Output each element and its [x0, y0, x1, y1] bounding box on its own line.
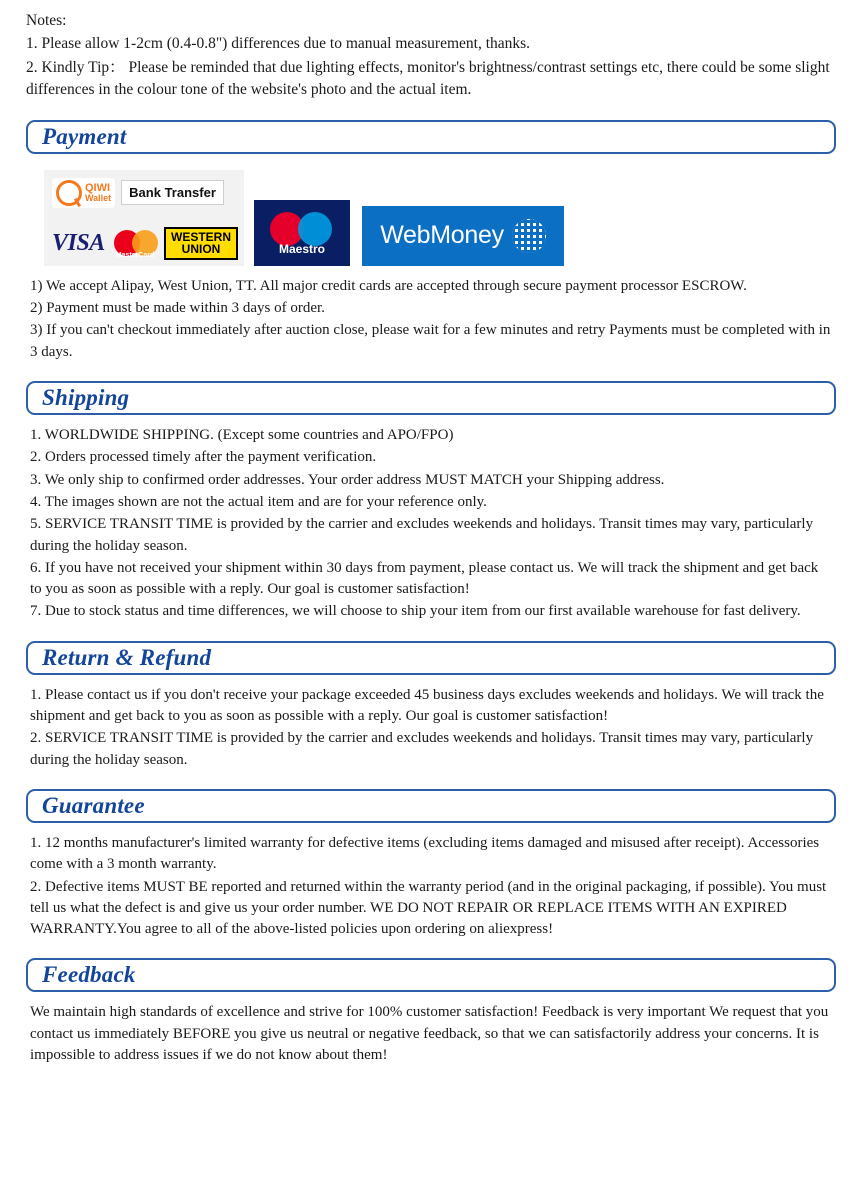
section-title-feedback: Feedback — [42, 962, 136, 988]
shipping-line: 7. Due to stock status and time differences, we will choose to ship your item from our first available warehouse for fast delivery. — [30, 603, 801, 620]
return-refund-line: 2. SERVICE TRANSIT TIME is provided by the carrier and excludes weekends and holidays. Transit times may vary, particularly during the holiday season. — [30, 730, 814, 768]
section-title-payment: Payment — [42, 123, 127, 149]
shipping-line: 5. SERVICE TRANSIT TIME is provided by the carrier and excludes weekends and holidays. Transit times may vary, particularly during the holiday season. — [30, 516, 814, 554]
payment-line: 3) If you can't checkout immediately after auction close, please wait for a few minutes and retry Payments must be completed with in 3 days. — [30, 322, 831, 360]
section-title-return-refund: Return & Refund — [42, 644, 212, 670]
guarantee-line: 1. 12 months manufacturer's limited warranty for defective items (excluding items damaged and misused after receipt). Accessories come with a 3 month warranty. — [30, 834, 820, 873]
shipping-line: 1. WORLDWIDE SHIPPING. (Except some countries and APO/FPO) — [30, 427, 454, 444]
notes-block — [0, 0, 862, 102]
notes-line: 1. Please allow 1-2cm (0.4-0.8") differences due to manual measurement, thanks. — [26, 35, 531, 53]
shipping-text — [0, 415, 862, 623]
section-title-guarantee: Guarantee — [42, 792, 145, 818]
section-banner-shipping — [26, 381, 836, 415]
qiwi-label-secondary: Wallet — [85, 192, 112, 203]
payment-logo-tile — [44, 170, 244, 266]
guarantee-text — [0, 823, 862, 940]
qiwi-wallet-logo — [52, 178, 115, 208]
bank-transfer-logo: Bank Transfer — [121, 180, 224, 205]
mastercard-logo — [112, 228, 157, 258]
return-refund-line: 1. Please contact us if you don't receive your package exceeded 45 business days excludes weekends and holidays. We will track the shipment and get back to you as soon as possible with a reply. Our goal is customer satisfaction! — [30, 686, 824, 725]
western-union-logo — [164, 227, 238, 260]
section-banner-payment — [26, 120, 836, 154]
bottom-spacer — [0, 1067, 862, 1083]
guarantee-line: 2. Defective items MUST BE reported and returned within the warranty period (and in the original packaging, if possible). You must tell us what the defect is and give us your order number. WE DO NOT REPAIR OR REPLACE ITEMS WITH AN EXPIRED WARRANTY.You agree to all of the above-listed policies upon ordering on aliexpress! — [30, 878, 827, 938]
qiwi-label-primary: QIWI — [85, 181, 111, 194]
section-banner-feedback — [26, 958, 836, 992]
qiwi-icon — [56, 180, 82, 206]
section-banner-guarantee — [26, 789, 836, 823]
maestro-circle-blue — [298, 212, 332, 246]
shipping-line: 6. If you have not received your shipment within 30 days from payment, please contact us. We will track the shipment and get back to you as soon as possible with a reply. Our goal is customer satisfaction! — [30, 559, 819, 598]
payment-text — [0, 266, 862, 363]
notes-line: 2. Kindly Tip： Please be reminded that due lighting effects, monitor's brightness/contrast settings etc, there could be some slight differences in the colour tone of the website's photo and the actual item. — [26, 58, 830, 99]
webmoney-globe-icon — [512, 219, 546, 253]
shipping-line: 4. The images shown are not the actual item and are for your reference only. — [30, 493, 487, 510]
visa-logo: VISA — [52, 229, 105, 256]
maestro-logo — [254, 200, 350, 266]
payment-line: 1) We accept Alipay, West Union, TT. All major credit cards are accepted through secure payment processor ESCROW. — [30, 277, 747, 294]
shipping-line: 2. Orders processed timely after the payment verification. — [30, 449, 377, 466]
qiwi-bank-row — [52, 178, 238, 208]
notes-heading: Notes: — [26, 12, 67, 29]
feedback-text — [0, 992, 862, 1066]
mastercard-label: MasterCard — [115, 252, 155, 260]
payment-line: 2) Payment must be made within 3 days of order. — [30, 300, 325, 317]
western-union-line2: UNION — [181, 242, 221, 257]
card-logos-row — [52, 227, 238, 260]
webmoney-logo — [362, 206, 564, 266]
maestro-label: Maestro — [278, 241, 325, 256]
western-union-line1: WESTERN — [171, 229, 231, 244]
section-title-shipping: Shipping — [42, 385, 130, 411]
return-refund-text — [0, 675, 862, 771]
feedback-line: We maintain high standards of excellence and strive for 100% customer satisfaction! Feedback is very important We request that you contact us immediately BEFORE you give us neutral or negative feedback, so that we can satisfactorily address your concerns. It is impossible to address issues if we do not know about them! — [30, 1004, 829, 1063]
payment-logos — [44, 170, 862, 266]
shipping-line: 3. We only ship to confirmed order addresses. Your order address MUST MATCH your Shipping address. — [30, 471, 665, 488]
section-banner-return-refund — [26, 641, 836, 675]
webmoney-label: WebMoney — [380, 221, 504, 250]
